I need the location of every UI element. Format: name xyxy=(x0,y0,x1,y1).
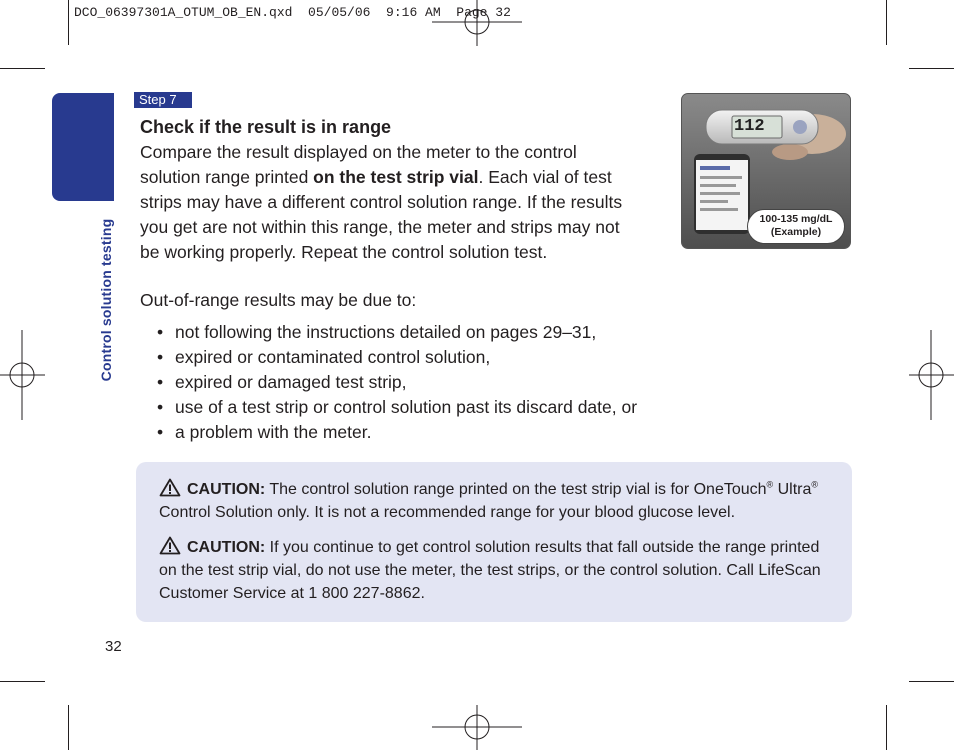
warning-icon xyxy=(159,536,181,555)
list-item: • a problem with the meter. xyxy=(157,420,637,445)
caution-text: If you continue to get control solution results that fall outside the range printed on the test strip vial, do not use the meter, the test strips, or the control solution. Call LifeScan Customer Service at 1 800 227-8862. xyxy=(159,539,821,602)
page-number: 32 xyxy=(105,638,122,655)
list-item: • expired or damaged test strip, xyxy=(157,370,637,395)
range-callout xyxy=(747,209,845,244)
range-callout-value: 100-135 mg/dL xyxy=(759,213,833,225)
caution-2 xyxy=(159,536,839,605)
causes-list xyxy=(157,320,637,445)
warning-icon xyxy=(159,478,181,497)
paragraph-text: Compare the result displayed on the meter to the control solution range printed xyxy=(140,142,577,187)
caution-text: The control solution range printed on the test strip vial is for OneTouch xyxy=(265,481,767,498)
paragraph-text: . Each vial of test strips may have a different control solution range. If the results you get are not within this range, the meter and strips may not be working properly. Repeat the control solution test. xyxy=(140,167,623,262)
section-tab xyxy=(52,93,114,201)
registered-mark: ® xyxy=(811,479,819,490)
caution-label: CAUTION: xyxy=(187,481,266,498)
step-badge: Step 7 xyxy=(134,92,192,108)
caution-text: Ultra xyxy=(773,481,812,498)
paragraph-emphasis: on the test strip vial xyxy=(313,167,479,187)
print-header: DCO_06397301A_OTUM_OB_EN.qxd 05/05/06 9:16 AM Page 32 xyxy=(74,5,511,20)
meter-display: 112 xyxy=(734,117,765,136)
range-callout-note: (Example) xyxy=(770,226,822,238)
caution-label: CAUTION: xyxy=(187,539,266,556)
step-heading: Check if the result is in range xyxy=(140,117,392,137)
list-item: • expired or contaminated control solution, xyxy=(157,345,637,370)
list-item: • not following the instructions detailed on pages 29–31, xyxy=(157,320,637,345)
instruction-paragraph xyxy=(140,140,640,265)
caution-1 xyxy=(159,478,839,524)
registered-mark: ® xyxy=(766,479,774,490)
list-item: • use of a test strip or control solution past its discard date, or xyxy=(157,395,637,420)
section-label: Control solution testing xyxy=(98,218,114,382)
causes-intro: Out-of-range results may be due to: xyxy=(140,290,417,310)
caution-text: Control Solution only. It is not a recommended range for your blood glucose level. xyxy=(159,504,736,521)
